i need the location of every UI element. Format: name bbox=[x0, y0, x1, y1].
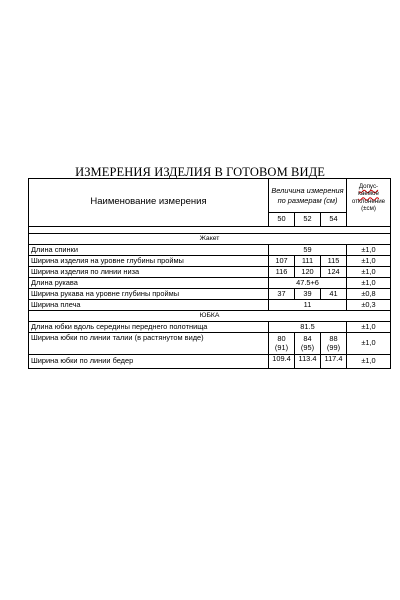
value-stretched: (99) bbox=[326, 342, 341, 352]
row-name: Длина юбки вдоль середины переднего полотнища bbox=[29, 322, 269, 333]
row-value: 124 bbox=[321, 267, 347, 278]
row-value: 120 bbox=[295, 267, 321, 278]
section-row-skirt bbox=[29, 311, 391, 322]
size-50: 50 bbox=[269, 213, 295, 227]
measurements-table bbox=[28, 178, 391, 369]
row-value: 117.4 bbox=[321, 355, 347, 369]
table-row bbox=[29, 300, 391, 311]
row-tolerance: ±0,3 bbox=[347, 300, 391, 311]
value-stretched: (91) bbox=[274, 342, 289, 352]
row-value bbox=[295, 333, 321, 355]
row-value: 116 bbox=[269, 267, 295, 278]
header-tolerance-cell bbox=[347, 179, 391, 227]
document-title: ИЗМЕРЕНИЯ ИЗДЕЛИЯ В ГОТОВОМ ВИДЕ bbox=[75, 165, 325, 179]
row-value: 47.5+6 bbox=[269, 278, 347, 289]
row-value: 41 bbox=[321, 289, 347, 300]
section-title: ЮБКА bbox=[29, 311, 391, 322]
table-row bbox=[29, 333, 391, 355]
table-row bbox=[29, 322, 391, 333]
row-value: 39 bbox=[295, 289, 321, 300]
tolerance-line4: (±см) bbox=[361, 205, 376, 213]
row-name: Длина рукава bbox=[29, 278, 269, 289]
row-value: 113.4 bbox=[295, 355, 321, 369]
row-name: Ширина юбки по линии талии (в растянутом виде) bbox=[29, 333, 269, 355]
table-row bbox=[29, 278, 391, 289]
table-row bbox=[29, 245, 391, 256]
value-stretched: (95) bbox=[300, 342, 315, 352]
row-tolerance: ±0,8 bbox=[347, 289, 391, 300]
row-tolerance: ±1,0 bbox=[347, 333, 391, 355]
row-name: Ширина изделия на уровне глубины проймы bbox=[29, 256, 269, 267]
row-name: Длина спинки bbox=[29, 245, 269, 256]
table-row bbox=[29, 267, 391, 278]
row-tolerance: ±1,0 bbox=[347, 278, 391, 289]
row-value: 11 bbox=[269, 300, 347, 311]
table-row bbox=[29, 355, 391, 369]
row-value: 81.5 bbox=[269, 322, 347, 333]
header-name-cell: Наименование измерения bbox=[29, 179, 269, 227]
table-row bbox=[29, 289, 391, 300]
spacer-row bbox=[29, 227, 391, 234]
row-tolerance: ±1,0 bbox=[347, 245, 391, 256]
row-value: 109.4 bbox=[269, 355, 295, 369]
header-row bbox=[29, 179, 391, 213]
section-row-jacket bbox=[29, 234, 391, 245]
row-tolerance: ±1,0 bbox=[347, 322, 391, 333]
row-name: Ширина плеча bbox=[29, 300, 269, 311]
header-size-cell: Величина измерения по размерам (см) bbox=[269, 179, 347, 213]
value-main: 88 bbox=[329, 333, 338, 343]
row-value bbox=[269, 333, 295, 355]
value-main: 80 bbox=[277, 333, 286, 343]
size-54: 54 bbox=[321, 213, 347, 227]
row-tolerance: ±1,0 bbox=[347, 256, 391, 267]
row-value: 59 bbox=[269, 245, 347, 256]
value-main: 84 bbox=[303, 333, 312, 343]
tolerance-line3: отклонение bbox=[351, 197, 386, 205]
row-value bbox=[321, 333, 347, 355]
row-name: Ширина юбки по линии бедер bbox=[29, 355, 269, 369]
row-name: Ширина изделия по линии низа bbox=[29, 267, 269, 278]
row-value: 107 bbox=[269, 256, 295, 267]
row-value: 115 bbox=[321, 256, 347, 267]
row-value: 37 bbox=[269, 289, 295, 300]
section-title: Жакет bbox=[29, 234, 391, 245]
row-value: 111 bbox=[295, 256, 321, 267]
table-row bbox=[29, 256, 391, 267]
row-name: Ширина рукава на уровне глубины проймы bbox=[29, 289, 269, 300]
row-tolerance: ±1,0 bbox=[347, 267, 391, 278]
tolerance-line1: Допус- bbox=[358, 183, 379, 190]
row-tolerance: ±1,0 bbox=[347, 355, 391, 369]
size-52: 52 bbox=[295, 213, 321, 227]
tolerance-line2: каемое bbox=[358, 190, 379, 198]
